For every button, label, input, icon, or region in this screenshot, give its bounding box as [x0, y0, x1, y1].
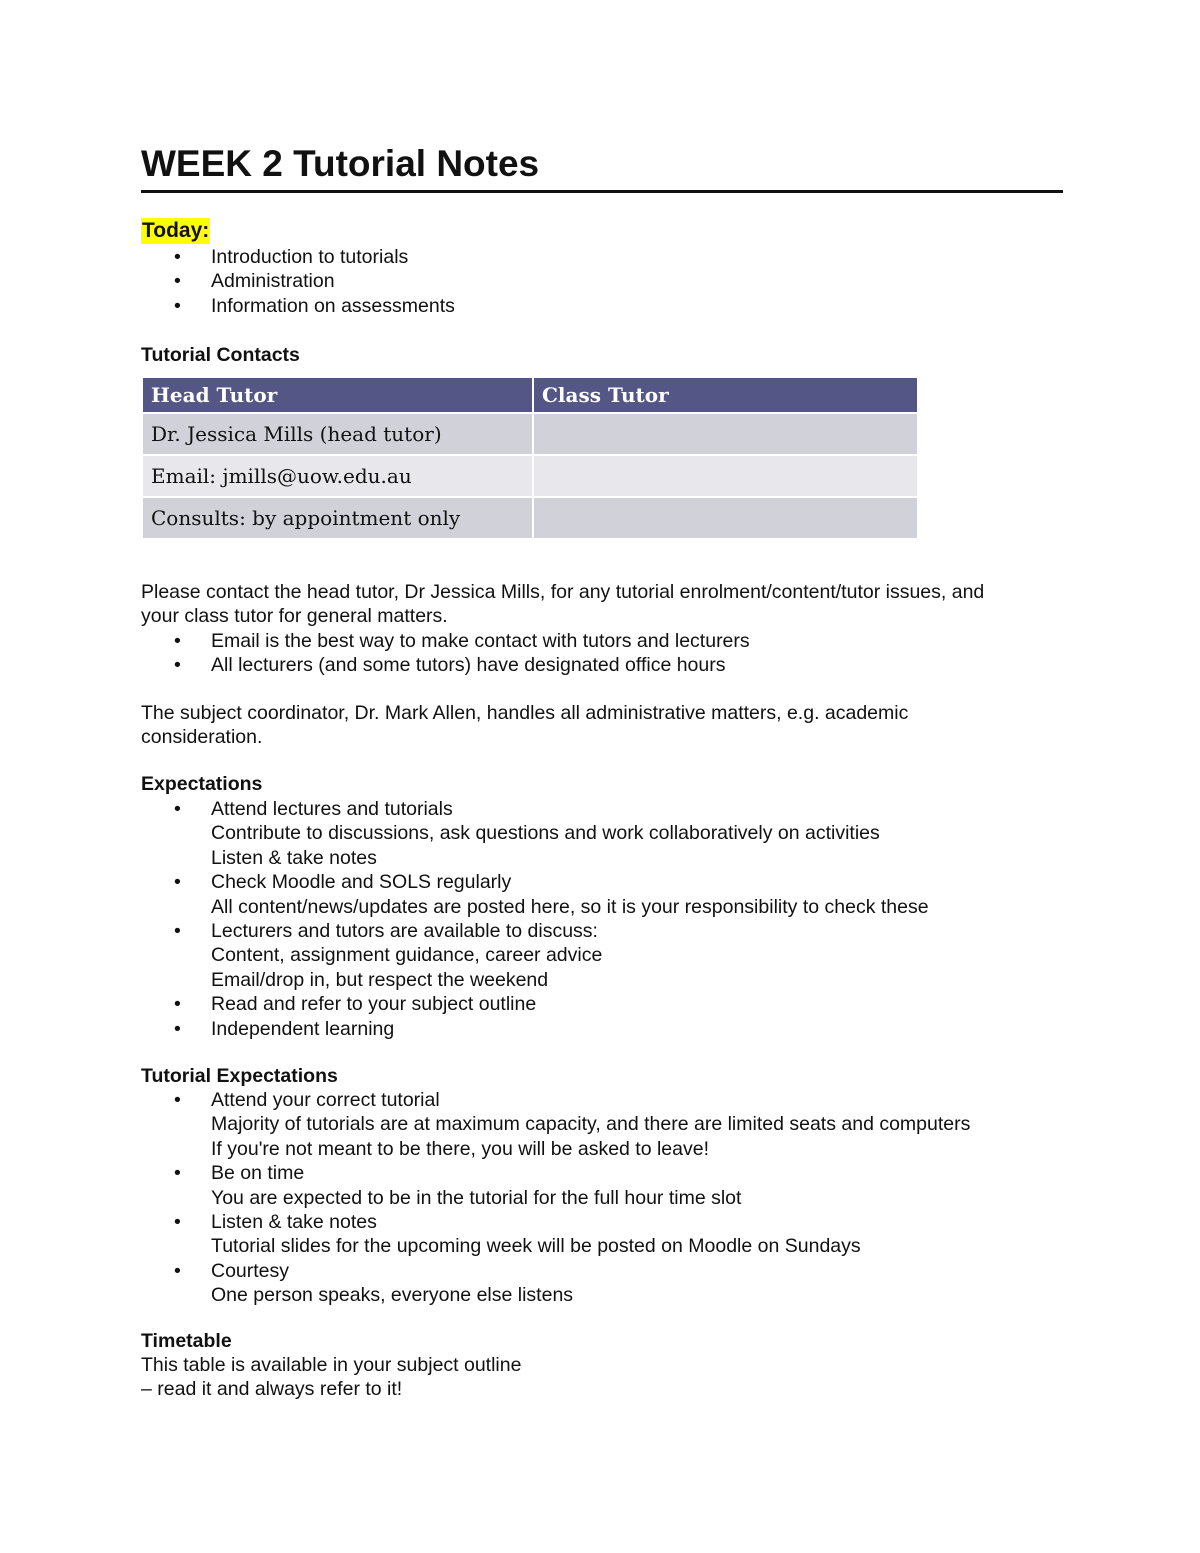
table-cell — [533, 413, 918, 455]
list-item: • Courtesy One person speaks, everyone else listens — [174, 1259, 574, 1307]
list-item: • Read and refer to your subject outline — [174, 993, 537, 1016]
bullet-icon: • — [174, 798, 181, 820]
bullet-icon: • — [174, 1089, 181, 1111]
bullet-icon: • — [174, 1259, 181, 1282]
table-row — [142, 455, 918, 497]
list-item: • Listen & take notes Tutorial slides for the upcoming week will be posted on Moodle on Sundays — [174, 1211, 861, 1258]
bullet-icon: • — [174, 294, 181, 317]
list-item: • Be on time You are expected to be in the tutorial for the full hour time slot — [174, 1162, 742, 1209]
table-cell: Email: jmills@uow.edu.au — [142, 455, 533, 497]
list-item: • Information on assessments — [174, 294, 455, 317]
bullet-icon: • — [174, 993, 181, 1016]
timetable-heading: Timetable — [141, 1330, 232, 1352]
table-cell: Dr. Jessica Mills (head tutor) — [142, 413, 533, 455]
table-row — [142, 497, 918, 539]
column-header: Class Tutor — [533, 377, 918, 413]
list-item: • Attend your correct tutorial Majority of tutorials are at maximum capacity, and there are limited seats and computers If you're not meant to be there, you will be asked to leave! — [174, 1089, 971, 1160]
bullet-icon: • — [174, 270, 181, 293]
tutorial-expectations-heading: Tutorial Expectations — [141, 1065, 338, 1087]
list-item: • Lecturers and tutors are available to discuss: Content, assignment guidance, career advice Email/drop in, but respect the weekend — [174, 920, 603, 991]
list-item: • Introduction to tutorials — [174, 246, 409, 268]
list-item: • Attend lectures and tutorials Contribute to discussions, ask questions and work collaboratively on activities Listen & take notes — [174, 798, 880, 869]
bullet-icon: • — [174, 871, 181, 894]
bullet-icon: • — [174, 630, 181, 652]
timetable-paragraph: This table is available in your subject outline – read it and always refer to it! — [141, 1354, 522, 1401]
contacts-table — [141, 376, 919, 540]
bullet-icon: • — [174, 1017, 181, 1040]
list-item: • Independent learning — [174, 1017, 395, 1040]
table-cell — [533, 497, 918, 539]
table-header-row — [142, 377, 918, 413]
expectations-list — [141, 797, 1063, 1041]
column-header: Head Tutor — [142, 377, 533, 413]
list-item: • All lecturers (and some tutors) have designated office hours — [174, 654, 726, 677]
coordinator-paragraph: The subject coordinator, Dr. Mark Allen, handles all administrative matters, e.g. academic consideration. — [141, 702, 909, 749]
table-row — [142, 413, 918, 455]
contact-paragraph: Please contact the head tutor, Dr Jessica Mills, for any tutorial enrolment/content/tutor issues, and your class tutor for general matters. — [141, 581, 985, 628]
bullet-icon: • — [174, 1162, 181, 1185]
list-item: • Email is the best way to make contact with tutors and lecturers — [174, 630, 750, 652]
bullet-icon: • — [174, 1211, 181, 1234]
page-title: WEEK 2 Tutorial Notes — [141, 140, 1063, 193]
bullet-icon: • — [174, 654, 181, 677]
expectations-heading: Expectations — [141, 773, 263, 795]
list-item: • Administration — [174, 270, 335, 293]
table-cell: Consults: by appointment only — [142, 497, 533, 539]
today-list — [141, 245, 1063, 318]
bullet-icon: • — [174, 920, 181, 943]
tutorial-expectations-list — [141, 1088, 1063, 1308]
contact-list — [141, 629, 1063, 678]
table-cell — [533, 455, 918, 497]
today-label: Today: — [142, 219, 210, 242]
contacts-heading: Tutorial Contacts — [141, 344, 300, 366]
bullet-icon: • — [174, 246, 181, 268]
list-item: • Check Moodle and SOLS regularly All content/news/updates are posted here, so it is your responsibility to check these — [174, 871, 929, 918]
